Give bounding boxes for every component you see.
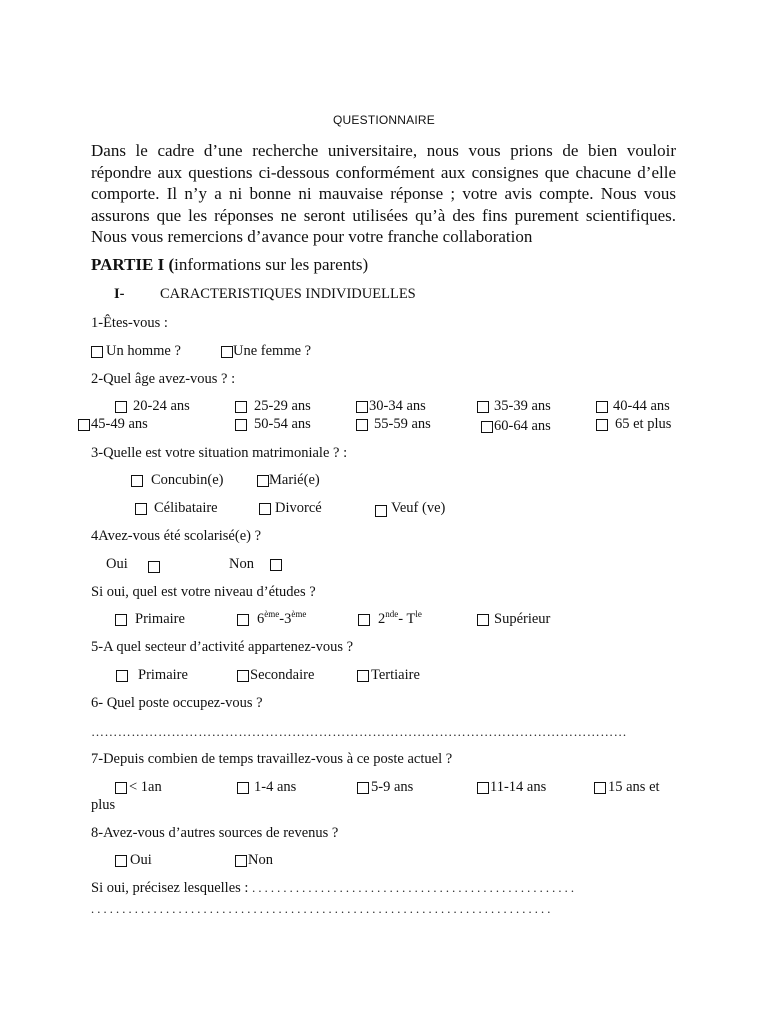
checkbox-icon[interactable] xyxy=(481,421,493,433)
checkbox-icon[interactable] xyxy=(477,614,489,626)
question-2: 2-Quel âge avez-vous ? : xyxy=(91,371,236,387)
checkbox-icon[interactable] xyxy=(116,670,128,682)
option-secteur-primaire[interactable] xyxy=(116,667,188,684)
option-label: 25-29 ans xyxy=(254,398,311,414)
option-label: 65 et plus xyxy=(615,416,672,432)
option-label: Un homme ? xyxy=(106,343,181,359)
option-age-30-34[interactable] xyxy=(356,398,426,415)
partie-label: PARTIE I xyxy=(91,255,165,274)
option-label: Non xyxy=(229,556,254,572)
section-heading xyxy=(114,286,416,303)
option-secteur-secondaire[interactable] xyxy=(237,667,314,684)
option-niveau-6e-3e[interactable] xyxy=(237,611,306,628)
option-label: Marié(e) xyxy=(269,472,320,488)
option-age-60-64[interactable] xyxy=(481,418,551,435)
option-label: Secondaire xyxy=(250,667,315,683)
checkbox-icon[interactable] xyxy=(78,419,90,431)
option-label: 2nde- $T^{le}$ xyxy=(378,609,422,627)
option-age-55-59[interactable] xyxy=(356,416,431,433)
option-age-25-29[interactable] xyxy=(235,398,311,415)
checkbox-icon[interactable] xyxy=(594,782,606,794)
question-1: 1-Êtes-vous : xyxy=(91,315,168,331)
option-label: 40-44 ans xyxy=(613,398,670,414)
option-duree-moins-1an[interactable] xyxy=(115,779,162,796)
checkbox-icon[interactable] xyxy=(115,782,127,794)
option-age-40-44[interactable] xyxy=(596,398,670,415)
question-6: 6- Quel poste occupez-vous ? xyxy=(91,695,263,711)
partie-heading xyxy=(91,255,368,275)
option-secteur-tertiaire[interactable] xyxy=(357,667,420,684)
option-label: 50-54 ans xyxy=(254,416,311,432)
question-8: 8-Avez-vous d’autres sources de revenus ? xyxy=(91,825,339,841)
option-label: 1-4 ans xyxy=(254,779,297,795)
option-label: 60-64 ans xyxy=(494,418,551,434)
option-celibataire[interactable] xyxy=(135,500,218,517)
checkbox-icon[interactable] xyxy=(477,401,489,413)
checkbox-icon[interactable] xyxy=(235,419,247,431)
option-label: Tertiaire xyxy=(371,667,420,683)
option-label: 6ème-3ème xyxy=(257,609,307,627)
checkbox-icon[interactable] xyxy=(375,505,387,517)
checkbox-icon[interactable] xyxy=(477,782,489,794)
answer-line-revenus-1[interactable]: . . . . . . . . . . . . . . . . . . . . . . . . . . . . . . . . . . . . . . . . . . . . . . . . . . . . xyxy=(252,881,574,895)
option-label: Veuf (ve) xyxy=(391,500,446,516)
option-duree-1-4[interactable] xyxy=(237,779,296,796)
checkbox-icon[interactable] xyxy=(131,475,143,487)
question-3: 3-Quelle est votre situation matrimoniale ? : xyxy=(91,445,348,461)
option-duree-5-9[interactable] xyxy=(357,779,413,796)
partie-paren: ( xyxy=(168,255,175,274)
option-label: 45-49 ans xyxy=(91,416,148,432)
checkbox-icon[interactable] xyxy=(135,503,147,515)
option-age-45-49[interactable] xyxy=(78,416,148,433)
checkbox-icon[interactable] xyxy=(237,782,249,794)
option-age-35-39[interactable] xyxy=(477,398,551,415)
option-scolarise-non[interactable] xyxy=(229,556,282,573)
option-label: Une femme ? xyxy=(233,343,312,359)
checkbox-icon[interactable] xyxy=(115,855,127,867)
checkbox-icon[interactable] xyxy=(356,401,368,413)
option-label: 35-39 ans xyxy=(494,398,551,414)
answer-line-revenus-2[interactable]: . . . . . . . . . . . . . . . . . . . . . . . . . . . . . . . . . . . . . . . . . . . . . . . . . . . . . . . . . . . . . . . . . . . . . . . . . . xyxy=(91,902,551,916)
option-marie[interactable] xyxy=(257,472,320,489)
option-concubin[interactable] xyxy=(131,472,223,489)
option-age-65-plus[interactable] xyxy=(596,416,671,433)
option-scolarise-oui[interactable] xyxy=(106,556,160,573)
option-label: Primaire xyxy=(138,667,188,683)
checkbox-icon[interactable] xyxy=(259,503,271,515)
checkbox-icon[interactable] xyxy=(91,346,103,358)
option-divorce[interactable] xyxy=(259,500,322,517)
question-8b-label: Si oui, précisez lesquelles : xyxy=(91,880,249,896)
option-label: 55-59 ans xyxy=(374,416,431,432)
option-label: Concubin(e) xyxy=(151,472,224,488)
checkbox-icon[interactable] xyxy=(237,670,249,682)
checkbox-icon[interactable] xyxy=(270,559,282,571)
option-age-50-54[interactable] xyxy=(235,416,311,433)
question-8b xyxy=(91,880,574,897)
option-label: Divorcé xyxy=(275,500,322,516)
option-label: 15 ans et xyxy=(608,779,660,795)
option-label: Primaire xyxy=(135,611,185,627)
checkbox-icon[interactable] xyxy=(237,614,249,626)
option-duree-15-plus-wrap: plus xyxy=(91,797,116,813)
section-label: CARACTERISTIQUES INDIVIDUELLES xyxy=(160,286,416,302)
checkbox-icon[interactable] xyxy=(357,782,369,794)
question-5: 5-A quel secteur d’activité appartenez-vous ? xyxy=(91,639,354,655)
option-label: Non xyxy=(248,852,273,868)
option-label: 11-14 ans xyxy=(490,779,547,795)
checkbox-icon[interactable] xyxy=(596,401,608,413)
option-label: 30-34 ans xyxy=(369,398,426,414)
checkbox-icon[interactable] xyxy=(148,561,160,573)
checkbox-icon[interactable] xyxy=(115,401,127,413)
option-label: < 1an xyxy=(129,779,162,795)
checkbox-icon[interactable] xyxy=(356,419,368,431)
option-age-20-24[interactable] xyxy=(115,398,190,415)
answer-line-poste[interactable]: ………………………………………………………………………………………………………… xyxy=(91,724,627,739)
checkbox-icon[interactable] xyxy=(358,614,370,626)
option-revenus-non[interactable] xyxy=(235,852,273,869)
option-niveau-primaire[interactable] xyxy=(115,611,185,628)
checkbox-icon[interactable] xyxy=(221,346,233,358)
option-niveau-2nde-tle[interactable] xyxy=(358,611,422,628)
section-number: I- xyxy=(114,286,125,302)
partie-subtitle: informations sur les parents) xyxy=(174,255,369,274)
option-label: Oui xyxy=(106,556,128,572)
checkbox-icon[interactable] xyxy=(596,419,608,431)
intro-paragraph: Dans le cadre d’une recherche universitaire, nous vous prions de bien vouloir répondre aux questions ci-dessous conformément aux consignes que chacune d’elle comporte. Il n’y a ni bonne ni mauvaise réponse ; votre avis compte. Nous vous assurons que les réponses ne seront utilisées qu’à des fins purement scientifiques. Nous vous remercions d’avance pour votre franche collaboration xyxy=(91,141,676,246)
option-label: Célibataire xyxy=(154,500,218,516)
option-veuf[interactable] xyxy=(375,500,445,517)
question-4b: Si oui, quel est votre niveau d’études ? xyxy=(91,584,316,600)
checkbox-icon[interactable] xyxy=(235,401,247,413)
option-une-femme[interactable] xyxy=(221,343,311,360)
option-niveau-superieur[interactable] xyxy=(477,611,550,628)
option-duree-11-14[interactable] xyxy=(477,779,546,796)
checkbox-icon[interactable] xyxy=(235,855,247,867)
option-label: 20-24 ans xyxy=(133,398,190,414)
option-un-homme[interactable] xyxy=(91,343,181,360)
question-7: 7-Depuis combien de temps travaillez-vous à ce poste actuel ? xyxy=(91,751,453,767)
document-title: QUESTIONNAIRE xyxy=(333,113,435,127)
option-duree-15-plus[interactable] xyxy=(594,779,660,796)
option-label: 5-9 ans xyxy=(371,779,414,795)
checkbox-icon[interactable] xyxy=(115,614,127,626)
option-label: Oui xyxy=(130,852,152,868)
question-4: 4Avez-vous été scolarisé(e) ? xyxy=(91,528,262,544)
option-label: Supérieur xyxy=(494,611,551,627)
checkbox-icon[interactable] xyxy=(257,475,269,487)
option-revenus-oui[interactable] xyxy=(115,852,152,869)
checkbox-icon[interactable] xyxy=(357,670,369,682)
